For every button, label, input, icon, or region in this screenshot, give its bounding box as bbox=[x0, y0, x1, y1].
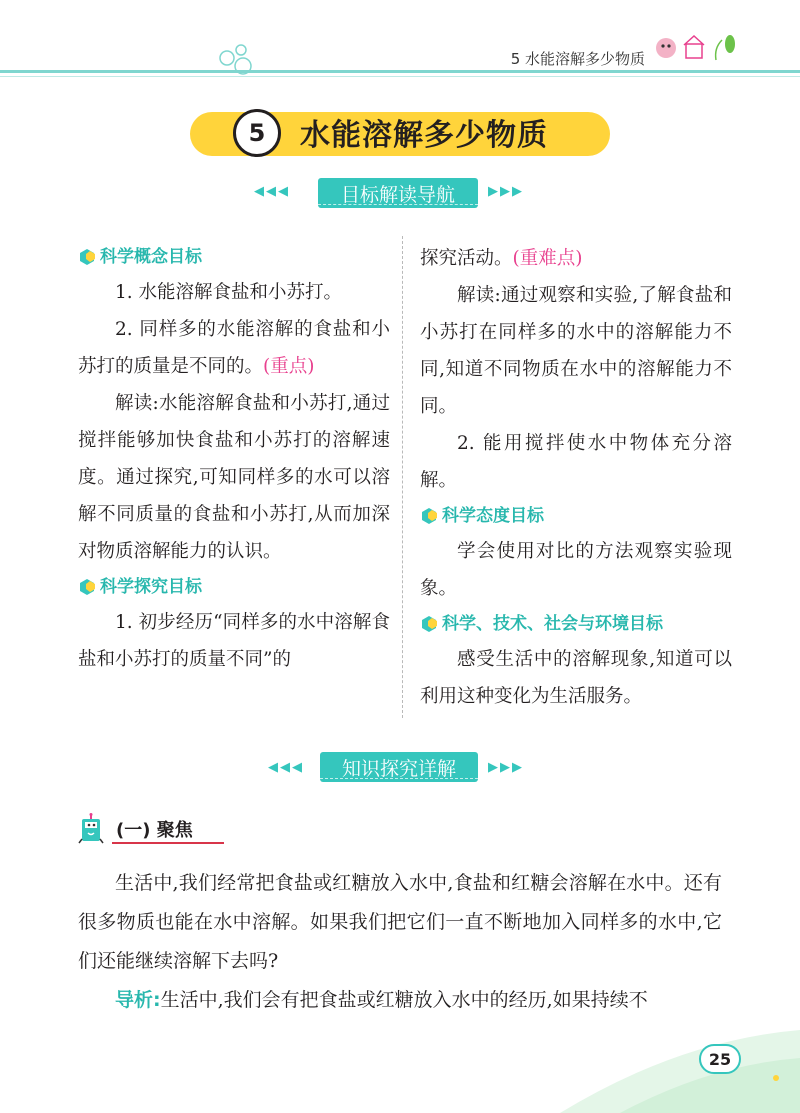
focus-underline bbox=[112, 842, 224, 844]
concept-item-1: 1. 水能溶解食盐和小苏打。 bbox=[115, 282, 343, 303]
focus-heading-label: (一) 聚焦 bbox=[116, 820, 193, 841]
focus-body bbox=[78, 864, 722, 1020]
banner-left-arrows-icon: ◀◀◀ bbox=[268, 760, 304, 775]
inquiry-goal-heading: 科学探究目标 bbox=[78, 570, 390, 604]
focus-paragraph: 生活中,我们经常把食盐或红糖放入水中,食盐和红糖会溶解在水中。还有很多物质也能在水中溶解。如果我们把它们一直不断地加入同样多的水中,它们还能继续溶解下去吗? bbox=[78, 872, 722, 972]
concept-item-2: 2. 同样多的水能溶解的食盐和小苏打的质量是不同的。(重点) bbox=[78, 319, 390, 377]
banner-left-arrows-icon: ◀◀◀ bbox=[254, 184, 290, 199]
banner-right-arrows-icon: ▶▶▶ bbox=[488, 760, 524, 775]
sts-goal-heading: 科学、技术、社会与环境目标 bbox=[420, 607, 732, 641]
sts-text: 感受生活中的溶解现象,知道可以利用这种变化为生活服务。 bbox=[420, 649, 732, 707]
inquiry-interpretation: 解读:通过观察和实验,了解食盐和小苏打在同样多的水中的溶解能力不同,知道不同物质在水中的溶解能力不同。 bbox=[420, 285, 732, 417]
inquiry-item-1: 1. 初步经历“同样多的水中溶解食盐和小苏打的质量不同”的 bbox=[78, 612, 390, 670]
chapter-title: 水能溶解多少物质 bbox=[300, 118, 548, 153]
inquiry-continuation: 探究活动。(重难点) bbox=[420, 248, 583, 269]
inquiry-item-2: 2. 能用搅拌使水中物体充分溶解。 bbox=[420, 433, 732, 491]
hexagon-bullet-icon bbox=[420, 507, 438, 525]
right-column bbox=[420, 240, 732, 715]
analysis-paragraph: 导析:生活中,我们会有把食盐或红糖放入水中的经历,如果持续不 bbox=[115, 989, 648, 1011]
cartoon-decoration-icon bbox=[650, 30, 750, 70]
key-point-tag: (重点) bbox=[263, 356, 315, 377]
header-rule bbox=[0, 70, 800, 73]
header-rule-thin bbox=[0, 76, 800, 77]
attitude-text: 学会使用对比的方法观察实验现象。 bbox=[420, 541, 732, 599]
banner-right-arrows-icon: ▶▶▶ bbox=[488, 184, 524, 199]
footer-wave-decoration bbox=[560, 1020, 800, 1113]
mascot-book-icon bbox=[78, 813, 106, 845]
knowledge-banner-label: 知识探究详解 bbox=[341, 757, 456, 780]
knowledge-banner bbox=[320, 752, 478, 782]
hexagon-bullet-icon bbox=[78, 578, 96, 596]
chapter-number: 5 bbox=[233, 109, 281, 157]
goals-banner bbox=[318, 178, 478, 208]
column-divider bbox=[402, 236, 403, 718]
page-number: 25 bbox=[699, 1044, 741, 1074]
running-header: 5 水能溶解多少物质 bbox=[510, 50, 645, 68]
hexagon-bullet-icon bbox=[420, 615, 438, 633]
left-column bbox=[78, 240, 390, 678]
concept-goal-heading: 科学概念目标 bbox=[78, 240, 390, 274]
attitude-goal-heading: 科学态度目标 bbox=[420, 499, 732, 533]
hexagon-bullet-icon bbox=[78, 248, 96, 266]
difficulty-tag: (重难点) bbox=[512, 248, 583, 269]
focus-heading bbox=[78, 812, 193, 846]
bubbles-decoration-icon bbox=[215, 40, 275, 80]
goals-banner-label: 目标解读导航 bbox=[340, 183, 455, 206]
analysis-label: 导析: bbox=[115, 989, 161, 1011]
concept-interpretation: 解读:水能溶解食盐和小苏打,通过搅拌能够加快食盐和小苏打的溶解速度。通过探究,可知同样多的水可以溶解不同质量的食盐和小苏打,从而加深对物质溶解能力的认识。 bbox=[78, 393, 390, 562]
